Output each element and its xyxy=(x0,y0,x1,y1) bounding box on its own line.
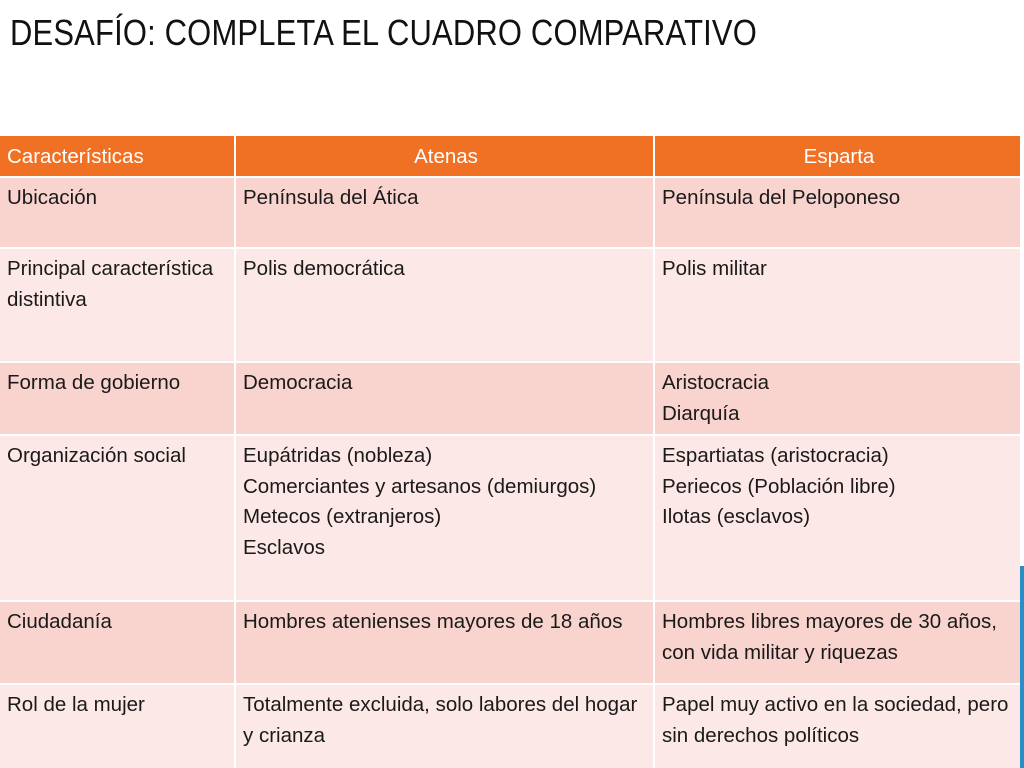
cell-line: Aristocracia xyxy=(662,371,770,394)
atenas-cell xyxy=(235,435,654,601)
table-row xyxy=(0,435,1021,601)
esparta-cell xyxy=(654,362,1021,435)
esparta-cell xyxy=(654,177,1021,248)
header-caracteristicas: Características xyxy=(0,136,235,177)
cell-line: Península del Ática xyxy=(243,186,419,209)
cell-line: Polis militar xyxy=(662,257,767,280)
row-label: Ubicación xyxy=(0,177,235,248)
esparta-cell xyxy=(654,248,1021,362)
row-label: Rol de la mujer xyxy=(0,684,235,768)
cell-line: Hombres atenienses mayores de 18 años xyxy=(243,610,623,633)
cell-line: Península del Peloponeso xyxy=(662,186,901,209)
table-row xyxy=(0,362,1021,435)
table-row xyxy=(0,601,1021,684)
cell-line: Esclavos xyxy=(243,535,326,559)
esparta-cell xyxy=(654,601,1021,684)
atenas-cell xyxy=(235,248,654,362)
atenas-cell xyxy=(235,177,654,248)
atenas-cell xyxy=(235,684,654,768)
row-label: Forma de gobierno xyxy=(0,362,235,435)
table-row xyxy=(0,248,1021,362)
cell-line: Espartiatas (aristocracia) xyxy=(662,444,889,467)
cell-line: Hombres libres mayores de 30 años, con vida militar y riquezas xyxy=(662,610,997,664)
atenas-cell xyxy=(235,362,654,435)
row-label: Ciudadanía xyxy=(0,601,235,684)
header-esparta: Esparta xyxy=(654,136,1021,177)
cell-line: Comerciantes y artesanos (demiurgos) xyxy=(243,474,597,498)
slide-title: DESAFÍO: COMPLETA EL CUADRO COMPARATIVO xyxy=(10,12,758,53)
cell-line: Totalmente excluida, solo labores del hogar y crianza xyxy=(243,693,638,747)
cell-line: Ilotas (esclavos) xyxy=(662,505,811,528)
cell-line: Democracia xyxy=(243,371,353,394)
header-atenas: Atenas xyxy=(235,136,654,177)
table-row xyxy=(0,177,1021,248)
cell-line: Metecos (extranjeros) xyxy=(243,505,442,528)
cell-line: Periecos (Población libre) xyxy=(662,474,896,498)
cell-line: Papel muy activo en la sociedad, pero sin derechos políticos xyxy=(662,693,1009,747)
esparta-cell xyxy=(654,684,1021,768)
row-label: Principal característica distintiva xyxy=(0,248,235,362)
esparta-cell xyxy=(654,435,1021,601)
cell-line: Diarquía xyxy=(662,401,740,425)
cell-line: Eupátridas (nobleza) xyxy=(243,444,433,467)
comparison-table xyxy=(0,136,1022,768)
accent-bar xyxy=(1020,566,1024,768)
table-row xyxy=(0,684,1021,768)
atenas-cell xyxy=(235,601,654,684)
row-label: Organización social xyxy=(0,435,235,601)
table-header-row xyxy=(0,136,1021,177)
cell-line: Polis democrática xyxy=(243,257,405,280)
